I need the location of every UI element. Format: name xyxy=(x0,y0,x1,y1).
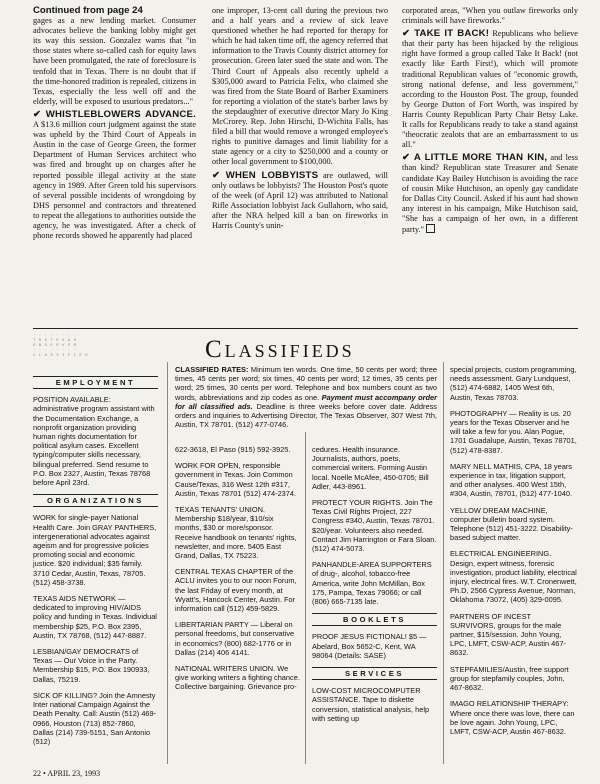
classified-column-1 xyxy=(33,370,158,753)
classified-rates xyxy=(175,365,437,429)
classified-ad: PROOF JESUS FICTIONAL! $5 — Abelard, Box 5652-C, Kent, WA 98064 (Details: SASE) xyxy=(312,632,427,660)
classified-column-4 xyxy=(450,365,578,743)
classified-ad: ELECTRICAL ENGINEERING. Design, expert witness, forensic investigation, product liability, electrical injury, electrical fires. W.T. Cronenwett, Ph.D, 2566 Cypress Avenue, Norman, Oklahoma 73072, (405) 329-0095. xyxy=(450,549,577,605)
logo-line: T H E T E X A S xyxy=(33,339,77,343)
classified-ad: special projects, custom programming, needs assessment. Gary Lundquest, (512) 474-6882, 1405 West 6th, Austin, Texas 78703. xyxy=(450,365,577,402)
article-paragraph: gages as a new lending market. Consumer advocates believe the banking lobby might get its way this session. Gonzalez warns that "in those states where so-called cash for equity laws have been promulgated, the rate of foreclosure is tenfold that in Texas. There is no doubt that if the time-honored tradition is repealed, citizens in Texas, especially the less well off and the elderly, will be exposed to usurious predators..." xyxy=(33,16,196,106)
continued-label: Continued from page 24 xyxy=(33,5,143,16)
article-paragraph: A $13.6 million court judgment against the state was upheld by the Third Court of Appeals in Austin in the case of George Green, the former Department of Human Services architect who was fired and brought up on charges after he reported possible illegal activity at the state agency in 1989. After Green told his supervisors of several possible incidents of wrongdoing by DHS personnel and contractors and threatened to repeat the allegations to authorities outside the agency, he was investigated. After a check of phone records showed he apparently had placed xyxy=(33,120,196,241)
classified-ad: WORK for single-payer National Health Care. Join GRAY PANTHERS, intergenerational advocates against ageism and for progressive policies promoting social and economic justice. $20 individual; $35 family. 3710 Cedar, Austin, Texas, 78705. (512) 458-3738. xyxy=(33,513,157,587)
section-heading: ✔ WHEN LOBBYISTS xyxy=(212,169,319,181)
section-divider xyxy=(33,328,578,329)
classified-ad: TEXAS AIDS NETWORK — dedicated to improving HIV/AIDS policy and funding in Texas. Individual membership $25, P.O. Box 2395, Austin, TX 78768, (512) 447-8887. xyxy=(33,594,157,640)
rates-lead: CLASSIFIED RATES: xyxy=(175,365,249,374)
logo-line: O B S E R V E R xyxy=(33,344,77,348)
logo-line: · · · · · · · · xyxy=(33,334,77,338)
classified-column-2 xyxy=(175,445,300,699)
classified-ad: LOW-COST MICROCOMPUTER ASSISTANCE. Tape to diskette conversion, statistical analysis, help with setting up xyxy=(312,686,430,723)
column-rule xyxy=(443,362,444,764)
classified-ad: TEXAS TENANTS' UNION. Membership $18/year, $10/six months, $30 or more/sponsor. Receive handbook on tenants' rights, newsletter, and more. 5405 East Grand, Dallas, TX 75223. xyxy=(175,505,297,561)
article-paragraph: one improper, 13-cent call during the previous two and a half years and a review of sick leave questioned whether he had reported for therapy for which he had taken time off, the agency referred that information to the Travis County district attorney for prosecution. Green later sued the state and won. The Third Court of Appeals also recently upheld a $305,000 award to Patricia Felix, who claimed she was fired from the State Board of Barber Examiners for reporting a violation of the state's barber laws by the stepdaughter of executive director Mary Jo King McCrorey. Rep. John Hirschi, D-Wichita Falls, has filed a bill that would remove a wronged employee's rights to punitive damages and limit liability for a state agency or a city to $250,000 and a county or other local government to $100,000. xyxy=(212,6,388,167)
classified-ad: PHOTOGRAPHY — Reality is us. 20 years for the Texas Observer and he will take a few for you. Alan Pogue, 1701 Guadalupe, Austin, Texas 78701, (512) 478-8387. xyxy=(450,408,577,455)
classified-ad: PANHANDLE-AREA SUPPORTERS of drug-, alcohol, tobacco-free America, write John McMillan, Box 175, Pampa, Texas 79066; or call (806) 665-7135 late. xyxy=(312,560,432,607)
rates-payment-note: Payment must accompany order for all classified ads. xyxy=(175,392,437,411)
category-banner: SERVICES xyxy=(312,667,437,680)
logo-line: · · · · · · · · xyxy=(33,349,77,353)
classified-ad: PROTECT YOUR RIGHTS. Join The Texas Civil Rights Project, 227 Congress #340, Austin, Texas 78701. $20/year. Volunteers also needed. Contact Jim Harrington or Fara Sloan. (512) 474-5073. xyxy=(312,498,437,554)
page-footer: 22 • APRIL 23, 1993 xyxy=(33,769,101,778)
category-banner: BOOKLETS xyxy=(312,613,437,626)
logo-line: C L A S S I F I E D xyxy=(33,354,89,358)
column-rule xyxy=(167,362,168,764)
section-heading: ✔ WHISTLEBLOWERS ADVANCE. xyxy=(33,108,196,120)
category-banner: ORGANIZATIONS xyxy=(33,494,158,507)
classified-ad: cedures. Health insurance. Journalists, authors, poets, commercial writers. Forming Austin local. Noelle McAfee, 450-0705; Bill Adler, 443-8961. xyxy=(312,445,429,491)
column-rule xyxy=(305,432,306,764)
section-heading: ✔ A LITTLE MORE THAN KIN, xyxy=(402,152,548,164)
classified-ad: NATIONAL WRITERS UNION. We give working writers a fighting chance. Collective bargaining. Grievance pro- xyxy=(175,664,300,692)
rates-tail: Deadline is three weeks before cover date. Address orders and inquiries to Advertising Director, The Texas Observer, 307 West 7th, Austin, TX 78701. (512) 477-0746. xyxy=(175,401,437,430)
classified-ad: PARTNERS OF INCEST SURVIVORS, groups for the male partner, $15/session. John Young, LPC, LMFT, CSW-ACP, Austin 467-8632. xyxy=(450,611,566,658)
rates-text: Minimum ten words. One time, 50 cents per word; three times, 45 cents per word; six times, 40 cents per word; 12 times, 35 cents per word; 25 times, 30 cents per word. Telephone and box numbers count as two words, abbreviations and zip codes as one. xyxy=(175,365,437,402)
article-column-1 xyxy=(33,6,196,244)
article-column-2 xyxy=(212,6,388,234)
category-banner: EMPLOYMENT xyxy=(33,376,158,389)
article-paragraph: are outlawed, will only outlaws be lobbyists? The Houston Post's quote of the week (of April 12) was attributed to National Rifle Association lobbyist Jack Gullahorn, who said, after the NRA helped kill a ban on fireworks in Harris County's unin- xyxy=(212,170,388,230)
article-paragraph: and less than kind? Republican state Treasurer and Senate candidate Kay Bailey Hutchison is avoiding the race of cousin Mike Hutchison, an openly gay candidate for Dallas City Council. Asked if his aunt had shown any interest in his campaign, Mike Hutchison said, "She has a campaign of her own, in a different party." xyxy=(402,153,579,234)
classified-ad: LESBIAN/GAY DEMOCRATS of Texas — Our Voice in the Party. Membership $15, P.O. Box 190933, Dallas, 75219. xyxy=(33,647,150,684)
classified-ad: LIBERTARIAN PARTY — Liberal on personal freedoms, but conservative in economics? (800) 682-1776 or in Dallas (214) 406 4141. xyxy=(175,620,295,657)
classified-ad: POSITION AVAILABLE: administrative program assistant with the Documentation Exchange, a nonprofit organization providing human rights documentation for political asylum cases. Excellent typing/computer skills necessary, bilingual preferred. Send resume to P.O. Box 2327, Austin, Texas 78768 before April 23rd. xyxy=(33,395,155,488)
classified-ad: CENTRAL TEXAS CHAPTER of the ACLU invites you to our noon Forum, the last Friday of every month, at Wyatt's, Hancock Center, Austin. For information call (512) 459-5829. xyxy=(175,567,297,614)
observer-logo xyxy=(33,334,151,372)
classified-ad: MARY NELL MATHIS, CPA, 18 years experience in tax, litigation support, and other analyses. 400 West 15th, #304, Austin, 78701, (512) 477-1040. xyxy=(450,461,573,499)
article-paragraph: Republicans who believe that their party has been hijacked by the religious right have formed a group called Take It Back! (not exactly like Earth First!), which will promote traditional Republican values of "economic growth, strong national defense, and less government," according to the Houston Post. The group, founded by George Dutton of Fort Worth, was inspired by Harris County Republican Party Chair Betsy Lake. It calls for Republicans ready to take a stand against "theocratic zealots that are an embarrassment to us all." xyxy=(402,29,578,150)
classified-ad: IMAGO RELATIONSHIP THERAPY: Where once there was love, there can be love again. John Young, LPC, LMFT, CSW-ACP, Austin 467-8632. xyxy=(450,699,575,736)
classified-column-3 xyxy=(312,445,437,730)
section-heading: ✔ TAKE IT BACK! xyxy=(402,28,490,40)
classified-ad: WORK FOR OPEN, responsible government in Texas. Join Common Cause/Texas, 316 West 12th #317, Austin, Texas 78701 (512) 474-2374. xyxy=(175,461,297,498)
classifieds-title: Classifieds xyxy=(205,336,355,363)
article-paragraph: corporated areas, "When you outlaw fireworks only criminals will have fireworks." xyxy=(402,6,578,26)
classified-ad: YELLOW DREAM MACHINE, computer bulletin board system. Telephone (512) 451-3222. Disability-based subject matter. xyxy=(450,505,573,543)
end-mark-icon xyxy=(426,224,435,233)
classified-ad: 622-3618, El Paso (915) 592-3925. xyxy=(175,445,291,454)
classified-ad: STEPFAMILIES/Austin, free support group for stepfamily couples, John, 467-8632. xyxy=(450,664,569,693)
classified-ad: SICK OF KILLING? Join the Amnesty Inter national Campaign Against the Death Penalty. Call: Austin (512) 469-0966, Houston (713) 852-7860, Dallas (214) 739-5151, San Antonio (512) xyxy=(33,690,157,746)
article-column-3 xyxy=(402,6,578,238)
